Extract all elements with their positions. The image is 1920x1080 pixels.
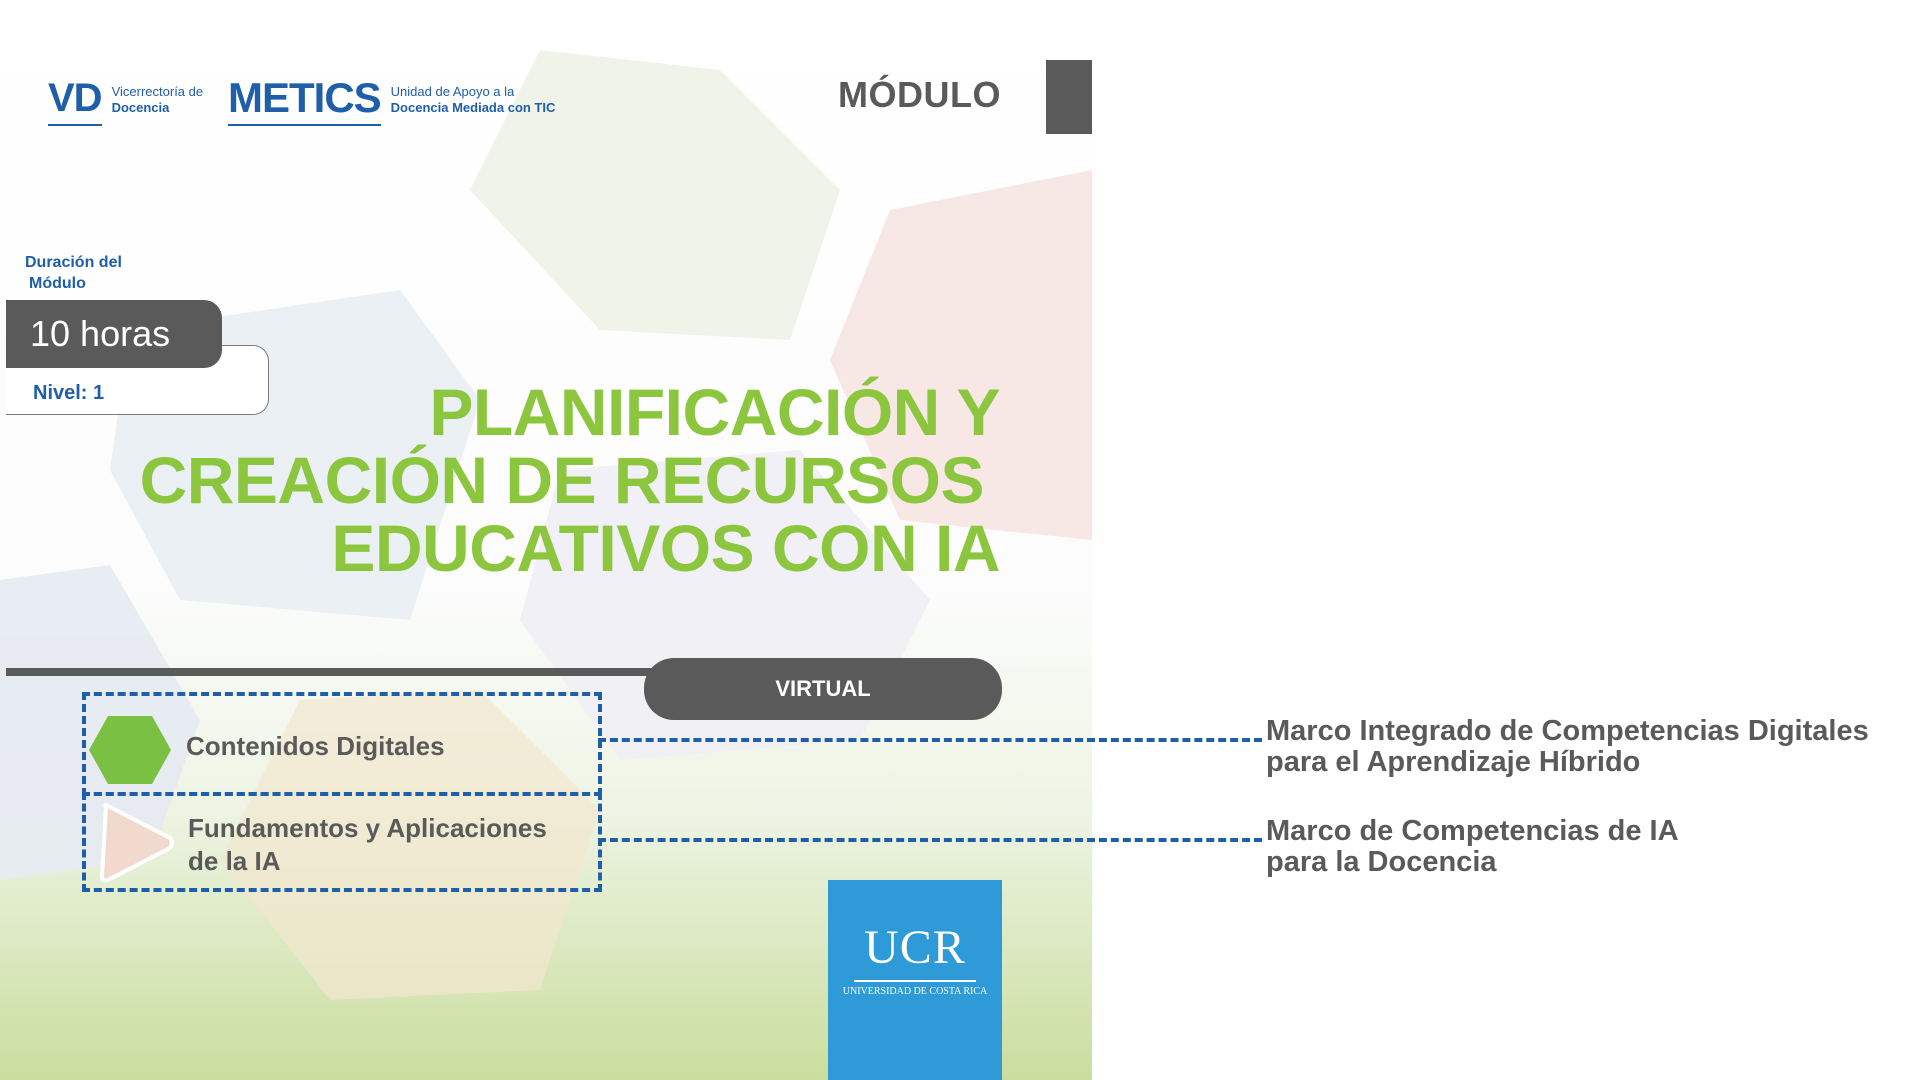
framework-label-ai <box>1266 816 1679 878</box>
title-line-3: EDUCATIVOS CON IA <box>331 511 1000 585</box>
vd-logo-line2: Docencia <box>111 100 170 115</box>
section-divider <box>6 668 726 676</box>
metics-logo <box>228 76 591 126</box>
metics-logo-mark: METICS <box>228 76 381 126</box>
framework-label-digital <box>1266 716 1869 778</box>
metics-logo-subtitle <box>391 84 591 116</box>
framework-digital-line2: para el Aprendizaje Híbrido <box>1266 746 1641 778</box>
green-hexagon-icon <box>88 714 172 786</box>
framework-ai-line1: Marco de Competencias de IA <box>1266 815 1679 847</box>
competency-label-digital-content: Contenidos Digitales <box>186 731 445 761</box>
ucr-logo-mark: UCR <box>864 921 966 974</box>
title-line-1: PLANIFICACIÓN Y <box>429 375 1000 449</box>
ucr-logo-subtitle: UNIVERSIDAD DE COSTA RICA <box>842 986 988 997</box>
vd-logo-subtitle <box>112 84 222 116</box>
hours-badge: 10 horas <box>6 300 222 368</box>
module-label: MÓDULO <box>838 74 1001 115</box>
modality-badge: VIRTUAL <box>644 658 1002 720</box>
competency-label-ai-line1: Fundamentos y Aplicaciones <box>188 813 547 843</box>
module-title <box>40 375 1000 585</box>
level-label: Nivel: 1 <box>33 382 105 404</box>
title-line-2: CREACIÓN DE RECURSOS <box>139 443 984 517</box>
vd-logo-line1: Vicerrectoría de <box>111 84 204 99</box>
vd-logo-mark: VD <box>48 76 102 126</box>
pink-triangle-icon <box>96 800 176 886</box>
ucr-logo <box>828 880 1002 1080</box>
metics-logo-line2: Docencia Mediada con TIC <box>390 100 556 115</box>
duration-label-line2: Módulo <box>29 275 86 292</box>
duration-label-line1: Duración del <box>25 254 122 271</box>
duration-label <box>25 252 165 294</box>
vd-logo <box>48 76 222 126</box>
ucr-logo-rule <box>854 980 976 982</box>
competency-label-ai <box>188 812 547 878</box>
framework-ai-line2: para la Docencia <box>1266 846 1497 878</box>
module-accent-bar <box>1046 60 1092 134</box>
metics-logo-line1: Unidad de Apoyo a la <box>390 84 515 99</box>
framework-digital-line1: Marco Integrado de Competencias Digitales <box>1266 715 1869 747</box>
competency-label-ai-line2: de la IA <box>188 846 281 876</box>
connector-line-1 <box>598 738 1262 742</box>
connector-line-2 <box>598 838 1262 842</box>
